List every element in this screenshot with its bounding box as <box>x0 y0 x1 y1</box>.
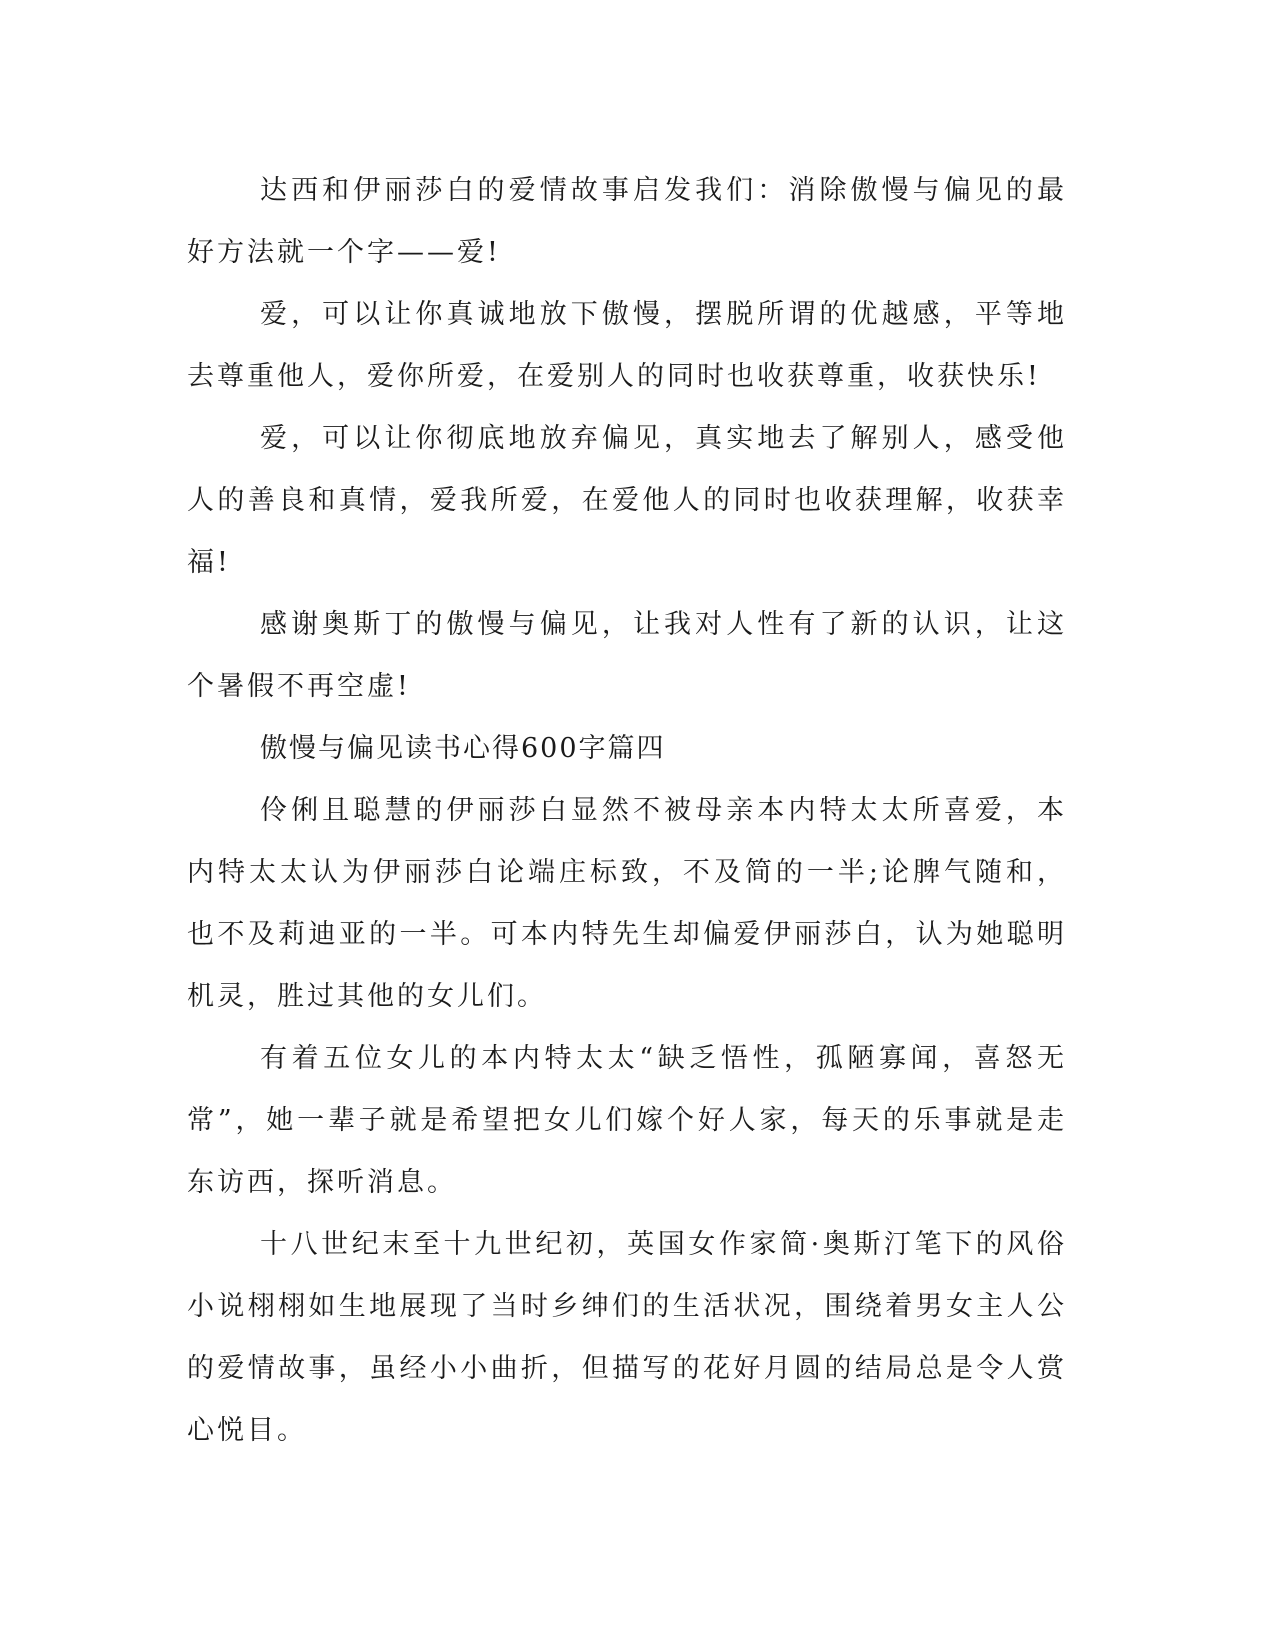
document-body <box>187 160 1067 1462</box>
paragraph: 十八世纪末至十九世纪初，英国女作家简·奥斯汀笔下的风俗小说栩栩如生地展现了当时乡绅们的生活状况，围绕着男女主人公的爱情故事，虽经小小曲折，但描写的花好月圆的结局总是令人赏心悦目。 <box>187 1229 1067 1446</box>
section-title: 傲慢与偏见读书心得600字篇四 <box>260 733 666 764</box>
paragraph: 达西和伊丽莎白的爱情故事启发我们：消除傲慢与偏见的最好方法就一个字——爱! <box>187 175 1067 268</box>
paragraph: 伶俐且聪慧的伊丽莎白显然不被母亲本内特太太所喜爱，本内特太太认为伊丽莎白论端庄标致，不及简的一半;论脾气随和，也不及莉迪亚的一半。可本内特先生却偏爱伊丽莎白，认为她聪明机灵，胜过其他的女儿们。 <box>187 795 1067 1012</box>
paragraph: 爱，可以让你真诚地放下傲慢，摆脱所谓的优越感，平等地去尊重他人，爱你所爱，在爱别人的同时也收获尊重，收获快乐! <box>187 299 1067 392</box>
paragraph: 感谢奥斯丁的傲慢与偏见，让我对人性有了新的认识，让这个暑假不再空虚! <box>187 609 1067 702</box>
paragraph: 爱，可以让你彻底地放弃偏见，真实地去了解别人，感受他人的善良和真情，爱我所爱，在爱他人的同时也收获理解，收获幸福! <box>187 423 1067 578</box>
paragraph: 有着五位女儿的本内特太太“缺乏悟性，孤陋寡闻，喜怒无常”，她一辈子就是希望把女儿们嫁个好人家，每天的乐事就是走东访西，探听消息。 <box>187 1043 1067 1198</box>
